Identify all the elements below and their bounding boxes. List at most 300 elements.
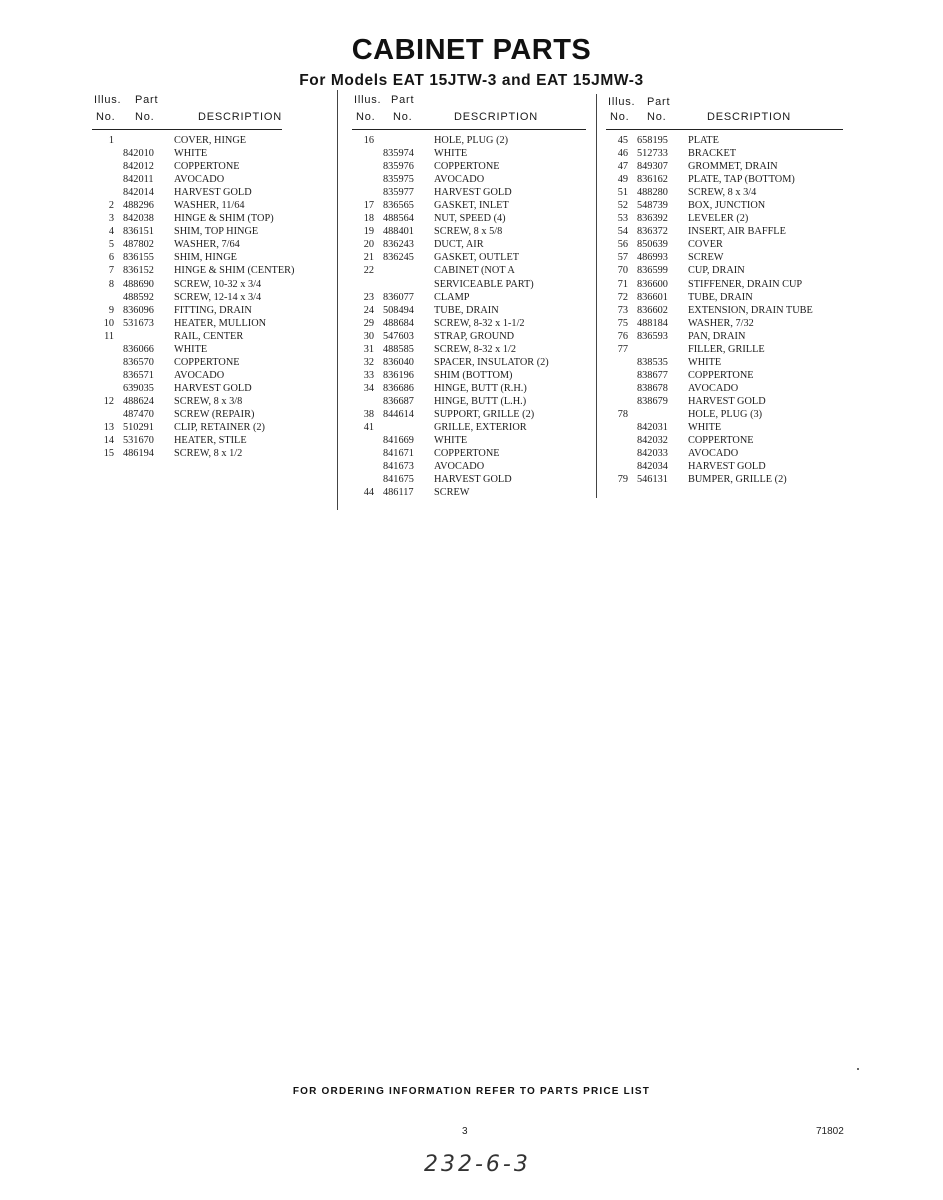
part-description: AVOCADO bbox=[434, 461, 485, 473]
part-number: 838677 bbox=[637, 369, 668, 381]
illus-number: 2 bbox=[108, 200, 114, 212]
part-description: HARVEST GOLD bbox=[174, 187, 252, 199]
part-number: 547603 bbox=[383, 330, 414, 342]
column-header bbox=[352, 93, 586, 130]
part-description: NUT, SPEED (4) bbox=[434, 213, 506, 225]
part-description: TUBE, DRAIN bbox=[688, 291, 753, 303]
illus-number: 11 bbox=[104, 330, 114, 342]
header-part-top: Part bbox=[391, 94, 415, 106]
illus-number: 51 bbox=[617, 187, 628, 199]
part-number: 639035 bbox=[123, 382, 154, 394]
part-description: DUCT, AIR bbox=[434, 239, 484, 251]
table-row bbox=[606, 447, 843, 460]
table-row bbox=[92, 291, 282, 304]
table-row bbox=[92, 238, 282, 251]
part-description: HINGE & SHIM (CENTER) bbox=[174, 265, 295, 277]
part-description: CABINET (NOT A bbox=[434, 265, 515, 277]
part-number: 849307 bbox=[637, 161, 668, 173]
illus-number: 54 bbox=[617, 226, 628, 238]
part-description: COVER, HINGE bbox=[174, 135, 247, 146]
table-row bbox=[352, 238, 586, 251]
part-number: 531670 bbox=[123, 435, 154, 447]
part-number: 850639 bbox=[637, 239, 668, 251]
part-description: HARVEST GOLD bbox=[434, 474, 512, 486]
part-description: HINGE, BUTT (L.H.) bbox=[434, 395, 527, 407]
table-row bbox=[352, 251, 586, 264]
header-part-top: Part bbox=[647, 96, 671, 108]
table-row bbox=[606, 278, 843, 291]
table-row bbox=[352, 212, 586, 225]
table-row bbox=[352, 304, 586, 317]
part-description: COPPERTONE bbox=[688, 435, 754, 447]
part-number: 838678 bbox=[637, 382, 668, 394]
part-description: BRACKET bbox=[688, 148, 737, 160]
part-number: 836565 bbox=[383, 200, 414, 212]
part-number: 508494 bbox=[383, 304, 414, 316]
part-number: 487470 bbox=[123, 408, 154, 420]
illus-number: 34 bbox=[363, 382, 374, 394]
table-row bbox=[352, 408, 586, 421]
part-description: WHITE bbox=[688, 422, 722, 434]
illus-number: 32 bbox=[363, 356, 374, 368]
parts-column-2 bbox=[352, 93, 586, 499]
illus-number: 76 bbox=[617, 330, 628, 342]
table-row bbox=[606, 186, 843, 199]
part-description: HOLE, PLUG (2) bbox=[434, 135, 509, 146]
part-description: WASHER, 7/64 bbox=[174, 239, 240, 251]
part-number: 836372 bbox=[637, 226, 668, 238]
illus-number: 53 bbox=[617, 213, 628, 225]
part-description: AVOCADO bbox=[434, 174, 485, 186]
table-row bbox=[92, 147, 282, 160]
part-number: 836602 bbox=[637, 304, 668, 316]
header-description: DESCRIPTION bbox=[198, 111, 282, 123]
table-row bbox=[352, 147, 586, 160]
part-number: 531673 bbox=[123, 317, 154, 329]
part-description: WASHER, 11/64 bbox=[174, 200, 245, 212]
part-description: PLATE bbox=[688, 135, 719, 146]
parts-column-1 bbox=[92, 93, 295, 460]
part-description: AVOCADO bbox=[174, 369, 225, 381]
table-row bbox=[352, 160, 586, 173]
part-number: 836040 bbox=[383, 356, 414, 368]
part-number: 836687 bbox=[383, 395, 414, 407]
illus-number: 49 bbox=[617, 174, 628, 186]
table-row bbox=[92, 304, 282, 317]
part-number: 488564 bbox=[383, 213, 414, 225]
table-row bbox=[606, 343, 843, 356]
table-row bbox=[606, 317, 843, 330]
illus-number: 33 bbox=[363, 369, 374, 381]
illus-number: 7 bbox=[108, 265, 114, 277]
part-number: 836570 bbox=[123, 356, 154, 368]
part-description: SCREW, 8 x 3/4 bbox=[688, 187, 757, 199]
table-row bbox=[92, 199, 282, 212]
illus-number: 8 bbox=[108, 278, 114, 290]
part-number: 488684 bbox=[383, 317, 414, 329]
illus-number: 46 bbox=[617, 148, 628, 160]
part-number: 836601 bbox=[637, 291, 668, 303]
page-number: 3 bbox=[462, 1126, 468, 1137]
part-number: 836243 bbox=[383, 239, 414, 251]
illus-number: 6 bbox=[108, 252, 114, 264]
part-number: 836245 bbox=[383, 252, 414, 264]
table-row bbox=[92, 212, 282, 225]
part-number: 844614 bbox=[383, 408, 414, 420]
illus-number: 70 bbox=[617, 265, 628, 277]
table-row bbox=[352, 291, 586, 304]
table-row bbox=[352, 278, 586, 291]
part-description: COPPERTONE bbox=[434, 448, 500, 460]
table-row bbox=[352, 225, 586, 238]
part-number: 842038 bbox=[123, 213, 154, 225]
part-description: WHITE bbox=[434, 148, 468, 160]
part-description: SHIM (BOTTOM) bbox=[434, 369, 513, 381]
part-number: 841675 bbox=[383, 474, 414, 486]
part-description: FITTING, DRAIN bbox=[174, 304, 252, 316]
illus-number: 23 bbox=[363, 291, 374, 303]
table-row bbox=[606, 434, 843, 447]
header-description: DESCRIPTION bbox=[454, 111, 538, 123]
table-row bbox=[92, 173, 282, 186]
table-row bbox=[606, 147, 843, 160]
illus-number: 9 bbox=[108, 304, 114, 316]
part-description: SPACER, INSULATOR (2) bbox=[434, 356, 549, 368]
table-row bbox=[92, 434, 282, 447]
table-row bbox=[352, 460, 586, 473]
table-row bbox=[352, 382, 586, 395]
part-description: SCREW, 8 x 5/8 bbox=[434, 226, 503, 238]
part-number: 842032 bbox=[637, 435, 668, 447]
part-description: HINGE, BUTT (R.H.) bbox=[434, 382, 527, 394]
part-description: SCREW bbox=[688, 252, 724, 264]
part-number: 842034 bbox=[637, 461, 668, 473]
part-description: SCREW, 10-32 x 3/4 bbox=[174, 278, 262, 290]
table-row bbox=[606, 460, 843, 473]
part-description: CLAMP bbox=[434, 291, 470, 303]
part-description: INSERT, AIR BAFFLE bbox=[688, 226, 786, 238]
part-number: 841671 bbox=[383, 448, 414, 460]
illus-number: 38 bbox=[363, 408, 374, 420]
illus-number: 73 bbox=[617, 304, 628, 316]
table-row bbox=[352, 434, 586, 447]
part-number: 836155 bbox=[123, 252, 154, 264]
part-number: 488296 bbox=[123, 200, 154, 212]
part-number: 842012 bbox=[123, 161, 154, 173]
part-number: 487802 bbox=[123, 239, 154, 251]
part-description: SERVICEABLE PART) bbox=[434, 278, 534, 290]
illus-number: 13 bbox=[103, 422, 114, 434]
part-description: HARVEST GOLD bbox=[434, 187, 512, 199]
part-description: AVOCADO bbox=[688, 382, 739, 394]
column-header bbox=[606, 93, 843, 130]
table-row bbox=[352, 264, 586, 277]
illus-number: 4 bbox=[108, 226, 114, 238]
part-number: 842010 bbox=[123, 148, 154, 160]
table-row bbox=[352, 173, 586, 186]
table-row bbox=[606, 473, 843, 486]
part-description: GASKET, OUTLET bbox=[434, 252, 520, 264]
table-row bbox=[92, 343, 282, 356]
part-description: HINGE & SHIM (TOP) bbox=[174, 213, 274, 225]
header-description: DESCRIPTION bbox=[707, 111, 791, 123]
illus-number: 16 bbox=[363, 135, 374, 146]
part-number: 658195 bbox=[637, 135, 668, 146]
part-number: 841673 bbox=[383, 461, 414, 473]
page-title: CABINET PARTS bbox=[351, 34, 592, 66]
illus-number: 3 bbox=[108, 213, 114, 225]
illus-number: 19 bbox=[363, 226, 374, 238]
table-row bbox=[92, 264, 295, 277]
ordering-info-footer: FOR ORDERING INFORMATION REFER TO PARTS PRICE LIST bbox=[292, 1086, 651, 1097]
part-number: 836151 bbox=[123, 226, 154, 238]
illus-number: 71 bbox=[617, 278, 628, 290]
document-number: 71802 bbox=[816, 1126, 844, 1137]
table-row bbox=[92, 408, 282, 421]
part-description: HARVEST GOLD bbox=[688, 395, 766, 407]
illus-number: 45 bbox=[617, 135, 628, 146]
part-description: CLIP, RETAINER (2) bbox=[174, 422, 265, 434]
part-description: WHITE bbox=[688, 356, 722, 368]
part-description: SCREW, 12-14 x 3/4 bbox=[174, 291, 262, 303]
part-description: HEATER, STILE bbox=[174, 435, 247, 447]
illus-number: 12 bbox=[103, 395, 114, 407]
part-number: 836077 bbox=[383, 291, 414, 303]
part-number: 488184 bbox=[637, 317, 668, 329]
table-row bbox=[92, 251, 282, 264]
part-number: 842011 bbox=[123, 174, 154, 186]
part-description: COPPERTONE bbox=[174, 161, 240, 173]
part-description: WASHER, 7/32 bbox=[688, 317, 754, 329]
table-row bbox=[606, 238, 843, 251]
illus-number: 18 bbox=[363, 213, 374, 225]
table-row bbox=[606, 330, 843, 343]
illus-number: 57 bbox=[617, 252, 628, 264]
part-description: CUP, DRAIN bbox=[688, 265, 745, 277]
table-row bbox=[606, 291, 843, 304]
column-header bbox=[92, 93, 282, 130]
table-row bbox=[92, 160, 282, 173]
part-number: 836152 bbox=[123, 265, 154, 277]
header-part-no: No. bbox=[393, 111, 413, 123]
part-number: 842014 bbox=[123, 187, 154, 199]
part-number: 842033 bbox=[637, 448, 668, 460]
parts-rows bbox=[352, 134, 586, 499]
column-divider-2 bbox=[596, 94, 597, 498]
illus-number: 5 bbox=[108, 239, 114, 251]
part-description: SCREW, 8 x 3/8 bbox=[174, 395, 243, 407]
header-illus-top: Illus. bbox=[608, 96, 636, 108]
handwritten-note: 232-6-3 bbox=[424, 1152, 531, 1177]
table-row bbox=[606, 304, 843, 317]
illus-number: 31 bbox=[363, 343, 374, 355]
header-illus-no: No. bbox=[96, 111, 116, 123]
table-row bbox=[92, 421, 282, 434]
part-number: 836066 bbox=[123, 343, 154, 355]
part-description: COPPERTONE bbox=[174, 356, 240, 368]
part-number: 836599 bbox=[637, 265, 668, 277]
table-row bbox=[92, 382, 282, 395]
part-description: SUPPORT, GRILLE (2) bbox=[434, 408, 535, 420]
illus-number: 30 bbox=[363, 330, 374, 342]
header-illus-top: Illus. bbox=[94, 94, 122, 106]
table-row bbox=[92, 317, 282, 330]
part-number: 486194 bbox=[123, 448, 154, 460]
part-number: 836096 bbox=[123, 304, 154, 316]
table-row bbox=[606, 199, 843, 212]
part-description: WHITE bbox=[174, 148, 208, 160]
part-description: RAIL, CENTER bbox=[174, 330, 244, 342]
table-row bbox=[352, 317, 586, 330]
part-number: 548739 bbox=[637, 200, 668, 212]
table-row bbox=[92, 278, 282, 291]
illus-number: 41 bbox=[363, 422, 374, 434]
table-row bbox=[352, 486, 586, 499]
table-row bbox=[92, 356, 282, 369]
header-part-top: Part bbox=[135, 94, 159, 106]
table-row bbox=[606, 369, 843, 382]
part-description: TUBE, DRAIN bbox=[434, 304, 499, 316]
speck-mark bbox=[857, 1068, 859, 1070]
part-number: 835976 bbox=[383, 161, 414, 173]
part-description: SHIM, TOP HINGE bbox=[174, 226, 259, 238]
part-description: STRAP, GROUND bbox=[434, 330, 515, 342]
part-number: 836686 bbox=[383, 382, 414, 394]
illus-number: 15 bbox=[103, 448, 114, 460]
part-number: 488690 bbox=[123, 278, 154, 290]
table-row bbox=[92, 447, 282, 460]
parts-rows bbox=[606, 134, 843, 486]
part-number: 836571 bbox=[123, 369, 154, 381]
illus-number: 1 bbox=[108, 135, 114, 146]
illus-number: 75 bbox=[617, 317, 628, 329]
table-row bbox=[92, 134, 282, 147]
part-number: 546131 bbox=[637, 474, 668, 486]
table-row bbox=[606, 264, 843, 277]
part-description: WHITE bbox=[434, 435, 468, 447]
header-part-no: No. bbox=[135, 111, 155, 123]
illus-number: 22 bbox=[363, 265, 374, 277]
part-description: BUMPER, GRILLE (2) bbox=[688, 474, 787, 486]
part-number: 836162 bbox=[637, 174, 668, 186]
part-description: GASKET, INLET bbox=[434, 200, 509, 212]
part-number: 838535 bbox=[637, 356, 668, 368]
part-description: GRILLE, EXTERIOR bbox=[434, 422, 527, 434]
table-row bbox=[606, 382, 843, 395]
illus-number: 24 bbox=[363, 304, 374, 316]
illus-number: 78 bbox=[617, 408, 628, 420]
part-description: COPPERTONE bbox=[688, 369, 754, 381]
models-subtitle: For Models EAT 15JTW-3 and EAT 15JMW-3 bbox=[299, 72, 644, 89]
part-description: LEVELER (2) bbox=[688, 213, 749, 225]
part-description: EXTENSION, DRAIN TUBE bbox=[688, 304, 813, 316]
header-illus-top: Illus. bbox=[354, 94, 382, 106]
parts-rows bbox=[92, 134, 295, 460]
table-row bbox=[352, 199, 586, 212]
table-row bbox=[606, 408, 843, 421]
part-description: AVOCADO bbox=[688, 448, 739, 460]
part-number: 836196 bbox=[383, 369, 414, 381]
table-row bbox=[606, 421, 843, 434]
part-number: 835975 bbox=[383, 174, 414, 186]
table-row bbox=[352, 134, 586, 147]
column-divider-1 bbox=[337, 90, 338, 510]
part-description: HARVEST GOLD bbox=[174, 382, 252, 394]
part-description: STIFFENER, DRAIN CUP bbox=[688, 278, 803, 290]
part-number: 835977 bbox=[383, 187, 414, 199]
illus-number: 79 bbox=[617, 474, 628, 486]
part-number: 486117 bbox=[383, 487, 414, 499]
part-number: 488585 bbox=[383, 343, 414, 355]
table-row bbox=[606, 251, 843, 264]
table-row bbox=[352, 447, 586, 460]
part-number: 512733 bbox=[637, 148, 668, 160]
part-number: 488624 bbox=[123, 395, 154, 407]
part-description: BOX, JUNCTION bbox=[688, 200, 766, 212]
part-number: 842031 bbox=[637, 422, 668, 434]
part-description: SCREW bbox=[434, 487, 470, 499]
illus-number: 56 bbox=[617, 239, 628, 251]
part-number: 486993 bbox=[637, 252, 668, 264]
table-row bbox=[352, 186, 586, 199]
table-row bbox=[352, 356, 586, 369]
illus-number: 21 bbox=[363, 252, 374, 264]
part-number: 838679 bbox=[637, 395, 668, 407]
illus-number: 44 bbox=[363, 487, 374, 499]
table-row bbox=[606, 356, 843, 369]
illus-number: 14 bbox=[103, 435, 114, 447]
part-number: 836593 bbox=[637, 330, 668, 342]
part-description: HARVEST GOLD bbox=[688, 461, 766, 473]
part-description: PLATE, TAP (BOTTOM) bbox=[688, 174, 795, 186]
part-number: 488592 bbox=[123, 291, 154, 303]
header-part-no: No. bbox=[647, 111, 667, 123]
illus-number: 52 bbox=[617, 200, 628, 212]
table-row bbox=[92, 369, 282, 382]
table-row bbox=[352, 343, 586, 356]
table-row bbox=[352, 395, 586, 408]
part-description: HOLE, PLUG (3) bbox=[688, 408, 763, 420]
part-number: 841669 bbox=[383, 435, 414, 447]
illus-number: 10 bbox=[103, 317, 114, 329]
table-row bbox=[92, 330, 282, 343]
part-description: WHITE bbox=[174, 343, 208, 355]
part-number: 488401 bbox=[383, 226, 414, 238]
part-description: HEATER, MULLION bbox=[174, 317, 267, 329]
table-row bbox=[352, 369, 586, 382]
part-description: PAN, DRAIN bbox=[688, 330, 746, 342]
part-description: FILLER, GRILLE bbox=[688, 343, 765, 355]
table-row bbox=[92, 395, 282, 408]
part-description: SCREW (REPAIR) bbox=[174, 408, 255, 420]
parts-column-3 bbox=[606, 93, 843, 486]
illus-number: 17 bbox=[363, 200, 374, 212]
part-number: 836392 bbox=[637, 213, 668, 225]
part-description: COPPERTONE bbox=[434, 161, 500, 173]
table-row bbox=[606, 212, 843, 225]
part-description: AVOCADO bbox=[174, 174, 225, 186]
table-row bbox=[352, 473, 586, 486]
header-illus-no: No. bbox=[356, 111, 376, 123]
part-description: SCREW, 8-32 x 1-1/2 bbox=[434, 317, 525, 329]
table-row bbox=[352, 330, 586, 343]
table-row bbox=[606, 395, 843, 408]
table-row bbox=[92, 225, 282, 238]
part-description: GROMMET, DRAIN bbox=[688, 161, 778, 173]
part-description: SCREW, 8 x 1/2 bbox=[174, 448, 243, 460]
part-description: COVER bbox=[688, 239, 723, 251]
part-number: 835974 bbox=[383, 148, 414, 160]
